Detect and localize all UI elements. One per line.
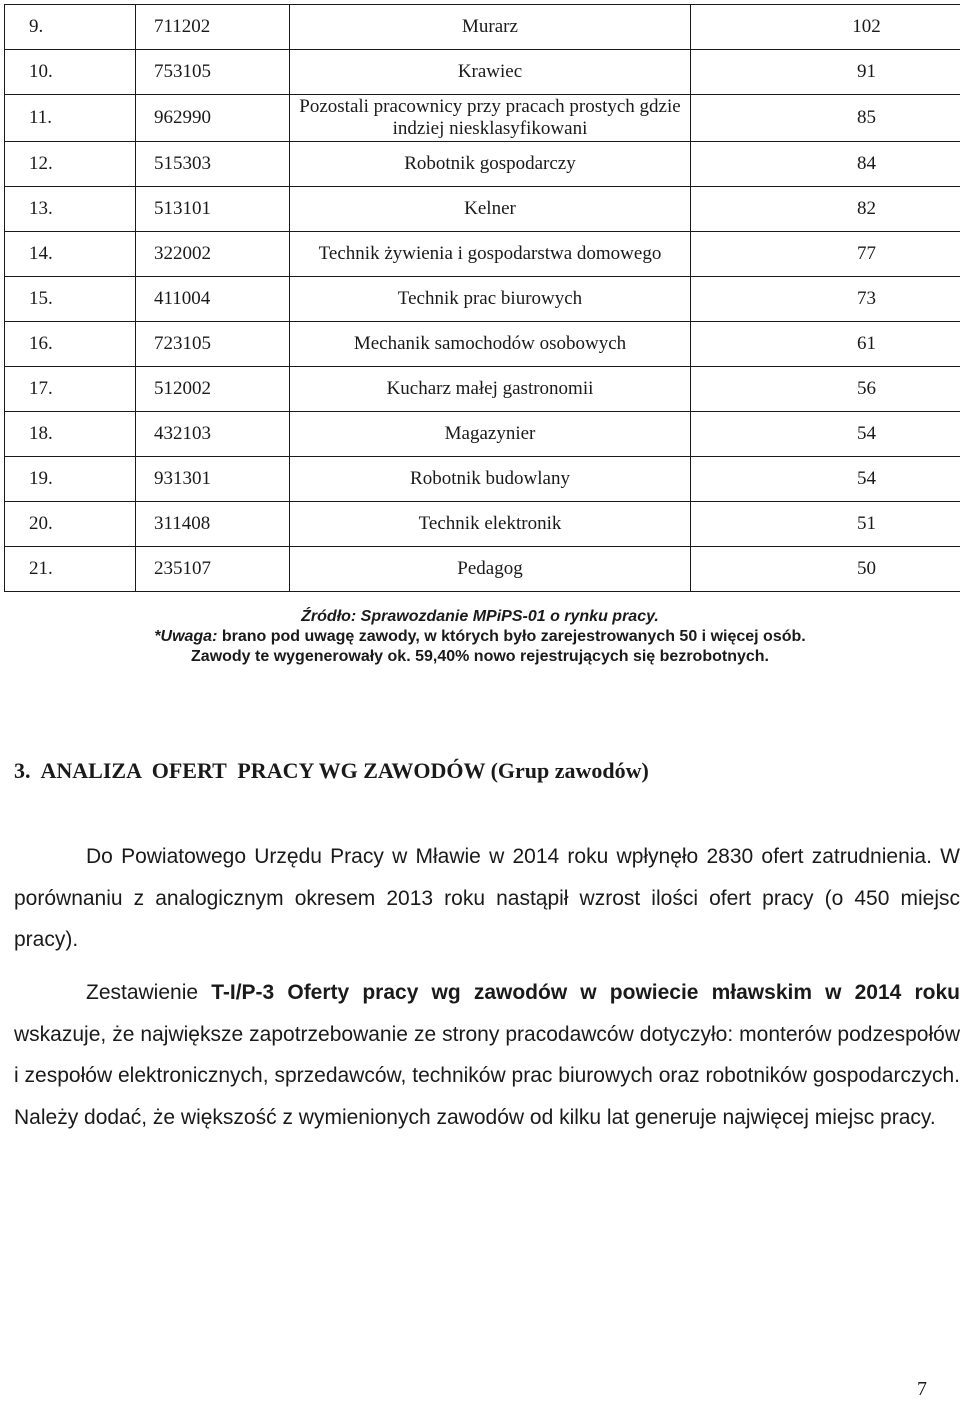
occupations-table <box>4 4 960 592</box>
occupation-code-cell: 515303 <box>136 142 290 187</box>
table-row <box>5 412 960 457</box>
table-row <box>5 502 960 547</box>
occupation-code-cell: 235107 <box>136 547 290 592</box>
occupation-code-cell: 711202 <box>136 5 290 50</box>
row-number-cell: 13. <box>5 187 136 232</box>
occupation-name-cell: Technik prac biurowych <box>290 277 691 322</box>
row-number-cell: 16. <box>5 322 136 367</box>
table-row <box>5 142 960 187</box>
section-number: 3. <box>14 758 31 783</box>
table-row <box>5 277 960 322</box>
occupation-code-cell: 753105 <box>136 50 290 95</box>
occupation-code-cell: 723105 <box>136 322 290 367</box>
occupation-code-cell: 322002 <box>136 232 290 277</box>
count-cell: 85 <box>691 95 960 142</box>
row-number-cell: 9. <box>5 5 136 50</box>
table-row <box>5 367 960 412</box>
row-number-cell: 10. <box>5 50 136 95</box>
count-cell: 102 <box>691 5 960 50</box>
section-title: ANALIZA OFERT PRACY WG ZAWODÓW (Grup zawodów) <box>41 758 649 783</box>
occupation-name-cell: Magazynier <box>290 412 691 457</box>
count-cell: 54 <box>691 412 960 457</box>
warning-text: brano pod uwagę zawody, w których było zarejestrowanych 50 i więcej osób. <box>217 628 805 645</box>
count-cell: 50 <box>691 547 960 592</box>
row-number-cell: 12. <box>5 142 136 187</box>
occupation-name-cell: Robotnik budowlany <box>290 457 691 502</box>
warning-label: *Uwaga: <box>154 628 217 645</box>
occupation-code-cell: 311408 <box>136 502 290 547</box>
occupation-name-cell: Technik żywienia i gospodarstwa domowego <box>290 232 691 277</box>
occupations-table-body <box>5 5 960 592</box>
occupation-name-cell: Pedagog <box>290 547 691 592</box>
row-number-cell: 15. <box>5 277 136 322</box>
occupations-table-container <box>4 4 956 592</box>
table-row <box>5 547 960 592</box>
occupation-code-cell: 513101 <box>136 187 290 232</box>
count-cell: 51 <box>691 502 960 547</box>
paragraph-offers-count: Do Powiatowego Urzędu Pracy w Mławie w 2014 roku wpłynęło 2830 ofert zatrudnienia. W porównaniu z analogicznym okresem 2013 roku nastąpił wzrost ilości ofert pracy (o 450 miejsc pracy). <box>14 836 960 961</box>
count-cell: 91 <box>691 50 960 95</box>
row-number-cell: 18. <box>5 412 136 457</box>
count-cell: 77 <box>691 232 960 277</box>
occupation-name-cell: Technik elektronik <box>290 502 691 547</box>
occupation-code-cell: 512002 <box>136 367 290 412</box>
occupation-code-cell: 931301 <box>136 457 290 502</box>
row-number-cell: 21. <box>5 547 136 592</box>
section-heading <box>14 758 649 784</box>
row-number-cell: 14. <box>5 232 136 277</box>
paragraph-rest: wskazuje, że największe zapotrzebowanie ze strony pracodawców dotyczyło: monterów podzespołów i zespołów elektronicznych, sprzedawców, techników prac biurowych oraz robotników gospodarczych. Należy dodać, że większość z wymienionych zawodów od kilku lat generuje najwięcej miejsc pracy. <box>14 1023 960 1129</box>
paragraph-summary <box>14 972 960 1138</box>
source-line: Źródło: Sprawozdanie MPiPS-01 o rynku pracy. <box>0 607 960 627</box>
occupation-name-cell: Kelner <box>290 187 691 232</box>
paragraph-lead: Zestawienie <box>86 981 211 1004</box>
count-cell: 61 <box>691 322 960 367</box>
occupation-name-cell: Pozostali pracownicy przy pracach prostych gdzie indziej niesklasyfikowani <box>290 95 691 142</box>
table-source-note <box>0 607 960 667</box>
row-number-cell: 17. <box>5 367 136 412</box>
occupation-name-cell: Robotnik gospodarczy <box>290 142 691 187</box>
table-row <box>5 232 960 277</box>
occupation-name-cell: Krawiec <box>290 50 691 95</box>
table-row <box>5 50 960 95</box>
page-number: 7 <box>917 1378 927 1401</box>
row-number-cell: 11. <box>5 95 136 142</box>
summary-line: Zawody te wygenerowały ok. 59,40% nowo rejestrujących się bezrobotnych. <box>0 647 960 667</box>
table-row <box>5 95 960 142</box>
occupation-code-cell: 432103 <box>136 412 290 457</box>
occupation-name-cell: Kucharz małej gastronomii <box>290 367 691 412</box>
warning-line <box>0 627 960 647</box>
table-row <box>5 457 960 502</box>
table-row <box>5 322 960 367</box>
occupation-code-cell: 411004 <box>136 277 290 322</box>
table-row <box>5 187 960 232</box>
occupation-name-cell: Mechanik samochodów osobowych <box>290 322 691 367</box>
occupation-code-cell: 962990 <box>136 95 290 142</box>
table-row <box>5 5 960 50</box>
count-cell: 54 <box>691 457 960 502</box>
statement-reference: T-I/P-3 Oferty pracy wg zawodów w powiecie mławskim w 2014 roku <box>211 981 960 1004</box>
count-cell: 82 <box>691 187 960 232</box>
count-cell: 84 <box>691 142 960 187</box>
row-number-cell: 19. <box>5 457 136 502</box>
occupation-name-cell: Murarz <box>290 5 691 50</box>
row-number-cell: 20. <box>5 502 136 547</box>
count-cell: 73 <box>691 277 960 322</box>
count-cell: 56 <box>691 367 960 412</box>
